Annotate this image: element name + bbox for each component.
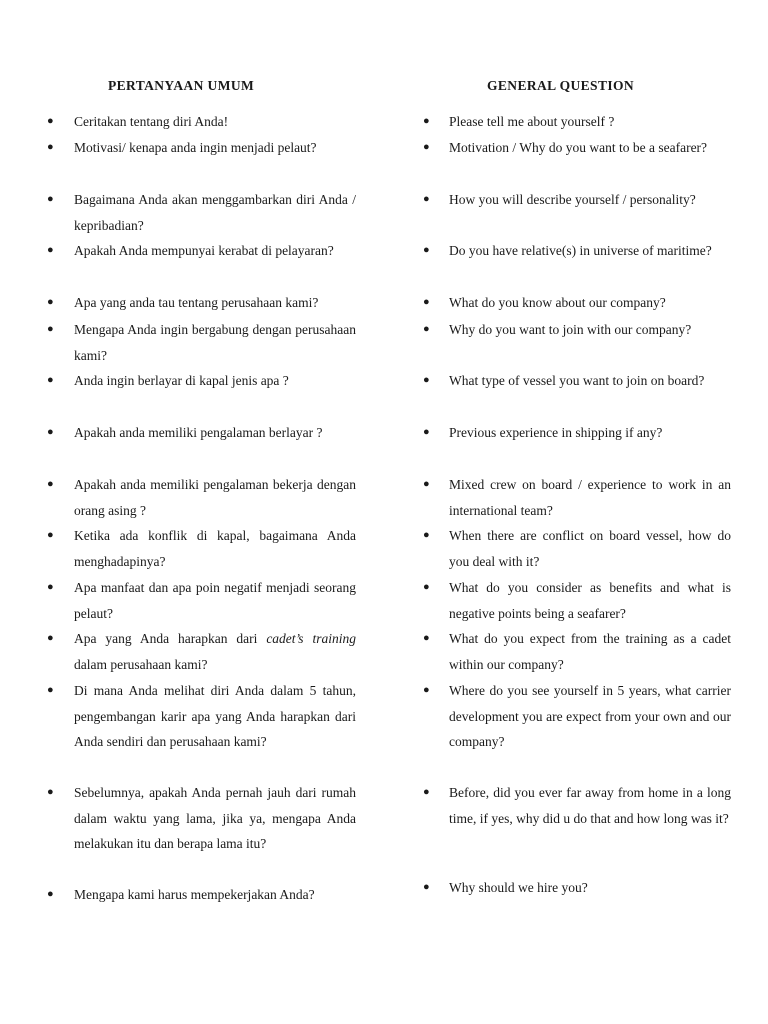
bullet-icon: ●: [47, 786, 54, 798]
bullet-icon: ●: [423, 632, 430, 644]
bullet-icon: ●: [47, 581, 54, 593]
list-item: ● Bagaimana Anda akan menggambarkan diri Anda / kepribadian?: [0, 187, 356, 238]
list-item: ● What do you expect from the training as a cadet within our company?: [0, 626, 731, 677]
bullet-icon: ●: [423, 296, 430, 308]
bullet-icon: ●: [423, 478, 430, 490]
heading-general-question: GENERAL QUESTION: [487, 78, 635, 93]
list-item: ● Previous experience in shipping if any?: [0, 420, 731, 446]
bullet-icon: ●: [423, 581, 430, 593]
bullet-icon: ●: [47, 684, 54, 696]
bullet-icon: ●: [47, 888, 54, 900]
bullet-icon: ●: [47, 323, 54, 335]
bullet-icon: ●: [423, 786, 430, 798]
bullet-icon: ●: [47, 478, 54, 490]
bullet-icon: ●: [423, 374, 430, 386]
heading-pertanyaan-umum: PERTANYAAN UMUM: [108, 78, 255, 93]
bullet-icon: ●: [423, 323, 430, 335]
list-item: ● What type of vessel you want to join on board?: [0, 368, 731, 394]
list-item: ● How you will describe yourself / personality?: [0, 187, 731, 213]
list-item: ● Apakah anda memiliki pengalaman berlayar ?: [0, 420, 356, 446]
bullet-icon: ●: [423, 881, 430, 893]
list-item: ● Anda ingin berlayar di kapal jenis apa ?: [0, 368, 356, 394]
list-item: ● Apakah anda memiliki pengalaman bekerja dengan orang asing ?: [0, 472, 356, 523]
bullet-icon: ●: [423, 141, 430, 153]
bullet-icon: ●: [47, 296, 54, 308]
list-item: ● Mengapa kami harus mempekerjakan Anda?: [0, 882, 356, 908]
bullet-icon: ●: [423, 193, 430, 205]
bullet-icon: ●: [423, 426, 430, 438]
list-item: ● Before, did you ever far away from home in a long time, if yes, why did u do that and how long was it?: [0, 780, 731, 831]
bullet-icon: ●: [423, 244, 430, 256]
list-item: ● Mengapa Anda ingin bergabung dengan perusahaan kami?: [0, 317, 356, 368]
list-item: ● Ketika ada konflik di kapal, bagaimana Anda menghadapinya?: [0, 523, 356, 574]
bullet-icon: ●: [47, 244, 54, 256]
list-item: ● What do you consider as benefits and what is negative points being a seafarer?: [0, 575, 731, 626]
list-item: ● What do you know about our company?: [0, 290, 731, 316]
bullet-icon: ●: [47, 529, 54, 541]
list-item: ● When there are conflict on board vessel, how do you deal with it?: [0, 523, 731, 574]
list-item: ● Please tell me about yourself ?: [0, 109, 731, 135]
list-item: ● Why should we hire you?: [0, 875, 731, 901]
bullet-icon: ●: [47, 632, 54, 644]
bullet-icon: ●: [47, 193, 54, 205]
list-item: ● Ceritakan tentang diri Anda!: [0, 109, 356, 135]
bullet-icon: ●: [423, 684, 430, 696]
list-item: ● Apa yang Anda harapkan dari cadet’s training dalam perusahaan kami?: [0, 626, 356, 677]
bullet-icon: ●: [47, 115, 54, 127]
list-item: ● Apakah Anda mempunyai kerabat di pelayaran?: [0, 238, 356, 264]
list-item: ● Motivasi/ kenapa anda ingin menjadi pelaut?: [0, 135, 356, 161]
list-item: ● Apa manfaat dan apa poin negatif menjadi seorang pelaut?: [0, 575, 356, 626]
bullet-icon: ●: [423, 115, 430, 127]
list-item: ● Why do you want to join with our company?: [0, 317, 731, 343]
bullet-icon: ●: [47, 426, 54, 438]
list-item: ● Do you have relative(s) in universe of maritime?: [0, 238, 731, 264]
list-item: ● Mixed crew on board / experience to work in an international team?: [0, 472, 731, 523]
list-item: ● Where do you see yourself in 5 years, what carrier development you are expect from your own and our company?: [0, 678, 731, 755]
list-item: ● Motivation / Why do you want to be a seafarer?: [0, 135, 731, 161]
list-item: ● Di mana Anda melihat diri Anda dalam 5 tahun, pengembangan karir apa yang Anda harapkan dari Anda sendiri dan perusahaan kami?: [0, 678, 356, 755]
list-item: ● Sebelumnya, apakah Anda pernah jauh dari rumah dalam waktu yang lama, jika ya, mengapa Anda melakukan itu dan berapa lama itu?: [0, 780, 356, 857]
bullet-icon: ●: [47, 141, 54, 153]
bullet-icon: ●: [423, 529, 430, 541]
list-item: ● Apa yang anda tau tentang perusahaan kami?: [0, 290, 356, 316]
bullet-icon: ●: [47, 374, 54, 386]
